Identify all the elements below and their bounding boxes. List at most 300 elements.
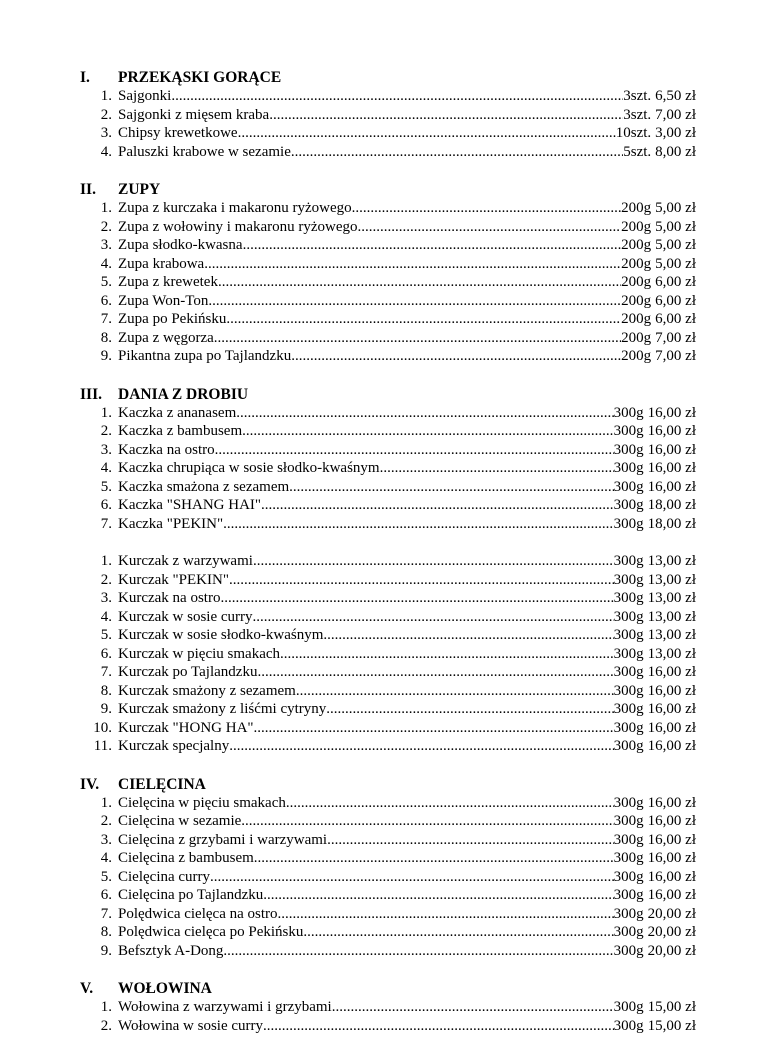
item-name: Paluszki krabowe w sezamie [118, 143, 291, 160]
item-name: Kurczak w sosie słodko-kwaśnym [118, 627, 324, 643]
menu-item [80, 496, 696, 515]
menu-section-dania-z-drobiu [80, 385, 696, 756]
dot-leader [238, 124, 616, 143]
item-name: Kurczak po Tajlandzku [118, 664, 258, 680]
item-price: 16,00 zł [647, 850, 696, 866]
dot-leader [263, 1017, 614, 1036]
item-quantity: 200g [621, 237, 652, 253]
menu-item [80, 236, 696, 255]
item-quantity: 300g [613, 701, 644, 717]
item-name: Wołowina z warzywami i grzybami [118, 999, 332, 1015]
dot-leader [229, 571, 614, 590]
item-name: Cielęcina z bambusem [118, 850, 254, 866]
item-number: 3. [100, 831, 112, 848]
menu-item-list [80, 552, 696, 756]
menu-item [80, 905, 696, 924]
item-quantity: 300g [613, 999, 644, 1015]
item-price: 16,00 zł [647, 404, 696, 421]
dot-leader [254, 719, 614, 738]
item-line [118, 515, 644, 534]
item-quantity: 300g [613, 813, 644, 829]
item-name: Sajgonki z mięsem kraba [118, 106, 270, 123]
menu-item [80, 923, 696, 942]
item-number: 4. [100, 608, 112, 625]
item-quantity: 300g [613, 627, 644, 643]
item-number: 4. [100, 850, 112, 866]
menu-item [80, 868, 696, 887]
menu-item [80, 478, 696, 497]
dot-leader [326, 700, 613, 719]
dot-leader [263, 886, 613, 905]
item-number: 5. [100, 274, 112, 290]
item-number: 7. [100, 664, 112, 680]
dot-leader [286, 794, 614, 813]
item-line [118, 737, 644, 756]
item-quantity: 300g [613, 664, 644, 680]
item-price: 20,00 zł [647, 924, 696, 940]
item-price: 16,00 zł [647, 738, 696, 754]
item-quantity: 3szt. [623, 106, 652, 123]
item-price: 5,00 zł [655, 255, 696, 272]
item-price: 13,00 zł [647, 608, 696, 625]
dot-leader [220, 589, 613, 608]
menu-item [80, 199, 696, 218]
item-quantity: 3szt. [623, 88, 652, 104]
dot-leader [380, 459, 614, 478]
item-line [118, 663, 644, 682]
item-line [118, 645, 644, 664]
item-price: 16,00 zł [647, 664, 696, 680]
dot-leader [332, 998, 614, 1017]
menu-item-list [80, 794, 696, 961]
section-title: ZUPY [118, 181, 161, 198]
item-number: 7. [100, 515, 112, 532]
dot-leader [289, 478, 614, 497]
item-line [118, 459, 644, 478]
item-line [118, 1017, 644, 1036]
dot-leader [323, 626, 613, 645]
item-price: 20,00 zł [647, 905, 696, 922]
item-number: 1. [100, 88, 112, 104]
item-price: 7,00 zł [655, 329, 696, 346]
item-name: Kurczak z warzywami [118, 553, 253, 569]
item-name: Cielęcina curry [118, 868, 211, 885]
item-number: 3. [100, 125, 112, 141]
menu-section-przekaski-gorace [80, 68, 696, 161]
item-name: Cielęcina z grzybami i warzywami [118, 831, 328, 848]
item-name: Kurczak na ostro [118, 590, 221, 606]
item-line [118, 868, 644, 887]
dot-leader [226, 310, 621, 329]
item-price: 15,00 zł [647, 1017, 696, 1034]
item-line [118, 310, 651, 329]
menu-item [80, 459, 696, 478]
item-line [118, 236, 651, 255]
item-name: Kaczka na ostro [118, 441, 215, 458]
item-name: Cielęcina w pięciu smakach [118, 794, 286, 811]
item-price: 16,00 zł [647, 831, 696, 848]
item-quantity: 300g [613, 738, 644, 754]
dot-leader [223, 515, 614, 534]
item-number: 1. [100, 200, 112, 216]
item-number: 10. [93, 719, 112, 736]
menu-section-zupy [80, 180, 696, 366]
item-quantity: 300g [613, 1017, 644, 1034]
item-price: 13,00 zł [647, 627, 696, 643]
item-name: Polędwica cielęca po Pekińsku [118, 924, 304, 940]
item-line [118, 218, 651, 237]
item-line [118, 571, 644, 590]
menu-item [80, 737, 696, 756]
menu-item [80, 719, 696, 738]
item-price: 6,00 zł [655, 292, 696, 309]
item-quantity: 300g [613, 719, 644, 736]
dot-leader [269, 106, 623, 125]
item-name: Zupa z wołowiny i makaronu ryżowego [118, 218, 358, 235]
item-number: 6. [100, 292, 112, 309]
menu-item [80, 589, 696, 608]
item-price: 16,00 zł [647, 813, 696, 829]
item-quantity: 300g [613, 942, 644, 959]
dot-leader [303, 923, 613, 942]
menu-item [80, 143, 696, 162]
menu-item-list [80, 199, 696, 366]
item-name: Wołowina w sosie curry [118, 1017, 264, 1034]
menu-item [80, 812, 696, 831]
item-quantity: 300g [613, 404, 644, 421]
item-quantity: 300g [613, 868, 644, 885]
item-number: 5. [100, 627, 112, 643]
item-number: 2. [100, 218, 112, 235]
item-quantity: 300g [613, 515, 644, 532]
menu-item [80, 292, 696, 311]
menu-item [80, 310, 696, 329]
menu-item [80, 329, 696, 348]
section-title: WOŁOWINA [118, 980, 212, 997]
item-name: Polędwica cielęca na ostro [118, 905, 278, 922]
item-quantity: 300g [613, 924, 644, 940]
dot-leader [358, 218, 622, 237]
section-title: PRZEKĄSKI GORĄCE [118, 69, 282, 86]
item-name: Befsztyk A-Dong [118, 942, 224, 959]
menu-item [80, 998, 696, 1017]
item-line [118, 292, 651, 311]
item-number: 7. [100, 905, 112, 922]
item-number: 8. [100, 329, 112, 346]
item-name: Kaczka smażona z sezamem [118, 478, 290, 495]
item-price: 13,00 zł [647, 645, 696, 662]
item-price: 20,00 zł [647, 942, 696, 959]
item-name: Pikantna zupa po Tajlandzku [118, 348, 292, 364]
item-price: 5,00 zł [655, 200, 696, 216]
section-numeral: I. [80, 69, 90, 86]
dot-leader [218, 273, 621, 292]
menu-item [80, 552, 696, 571]
item-line [118, 124, 651, 143]
item-line [118, 143, 651, 162]
section-numeral: V. [80, 980, 94, 997]
menu-document [80, 68, 696, 1054]
item-number: 1. [100, 794, 112, 811]
menu-item [80, 404, 696, 423]
item-quantity: 300g [613, 478, 644, 495]
section-heading [80, 180, 696, 199]
item-line [118, 794, 644, 813]
item-number: 1. [100, 404, 112, 421]
item-quantity: 200g [621, 329, 652, 346]
item-name: Kurczak w pięciu smakach [118, 645, 281, 662]
item-number: 4. [100, 143, 112, 160]
item-price: 15,00 zł [647, 999, 696, 1015]
item-line [118, 812, 644, 831]
dot-leader [327, 831, 614, 850]
item-name: Kaczka z ananasem [118, 404, 237, 421]
item-quantity: 300g [613, 497, 644, 513]
item-name: Kaczka z bambusem [118, 423, 243, 439]
menu-item [80, 124, 696, 143]
menu-item [80, 663, 696, 682]
menu-item [80, 700, 696, 719]
item-number: 2. [100, 423, 112, 439]
item-price: 13,00 zł [647, 590, 696, 606]
section-heading [80, 385, 696, 404]
item-price: 16,00 zł [647, 423, 696, 439]
item-price: 18,00 zł [647, 515, 696, 532]
dot-leader [352, 199, 622, 218]
menu-item [80, 422, 696, 441]
item-name: Cielęcina po Tajlandzku [118, 887, 264, 903]
section-heading [80, 68, 696, 87]
section-heading [80, 979, 696, 998]
item-line [118, 496, 644, 515]
menu-item [80, 255, 696, 274]
item-line [118, 589, 644, 608]
item-line [118, 255, 651, 274]
item-name: Kurczak specjalny [118, 738, 230, 754]
menu-item [80, 106, 696, 125]
item-name: Kurczak w sosie curry [118, 608, 253, 625]
menu-item [80, 794, 696, 813]
item-number: 3. [100, 441, 112, 458]
item-name: Zupa Won-Ton [118, 292, 209, 309]
item-quantity: 10szt. [615, 125, 652, 141]
dot-leader [215, 441, 614, 460]
item-name: Kurczak "PEKIN" [118, 571, 229, 588]
menu-item-list [80, 404, 696, 534]
item-quantity: 300g [613, 645, 644, 662]
item-number: 3. [100, 237, 112, 253]
item-number: 2. [100, 813, 112, 829]
menu-section-cielecina [80, 775, 696, 961]
item-line [118, 329, 651, 348]
dot-leader [223, 942, 613, 961]
item-price: 16,00 zł [647, 701, 696, 717]
item-number: 6. [100, 887, 112, 903]
item-name: Zupa krabowa [118, 255, 205, 272]
menu-item-list [80, 87, 696, 161]
item-name: Zupa z węgorza [118, 329, 214, 346]
item-line [118, 700, 644, 719]
item-price: 16,00 zł [647, 719, 696, 736]
item-price: 16,00 zł [647, 460, 696, 476]
item-line [118, 608, 644, 627]
item-price: 13,00 zł [647, 571, 696, 588]
menu-item [80, 626, 696, 645]
menu-item [80, 831, 696, 850]
item-line [118, 998, 644, 1017]
item-price: 16,00 zł [647, 478, 696, 495]
item-line [118, 849, 644, 868]
item-price: 7,00 zł [655, 348, 696, 364]
item-number: 6. [100, 497, 112, 513]
item-number: 8. [100, 924, 112, 940]
item-quantity: 300g [613, 441, 644, 458]
item-number: 4. [100, 255, 112, 272]
menu-item [80, 942, 696, 961]
menu-item [80, 87, 696, 106]
item-quantity: 300g [613, 460, 644, 476]
menu-item [80, 886, 696, 905]
dot-leader [210, 868, 614, 887]
item-quantity: 200g [621, 218, 652, 235]
menu-item [80, 347, 696, 366]
menu-item [80, 1017, 696, 1036]
item-line [118, 831, 644, 850]
item-name: Kurczak smażony z liśćmi cytryny [118, 701, 327, 717]
item-price: 16,00 zł [647, 887, 696, 903]
item-line [118, 886, 644, 905]
section-heading [80, 775, 696, 794]
item-quantity: 300g [613, 608, 644, 625]
item-number: 5. [100, 868, 112, 885]
dot-leader [261, 496, 614, 515]
item-number: 2. [100, 1017, 112, 1034]
item-quantity: 300g [613, 571, 644, 588]
menu-item-list [80, 998, 696, 1035]
item-quantity: 300g [613, 887, 644, 903]
item-quantity: 300g [613, 553, 644, 569]
item-line [118, 441, 644, 460]
item-line [118, 199, 651, 218]
item-name: Sajgonki [118, 88, 172, 104]
item-number: 2. [100, 571, 112, 588]
item-name: Zupa z kurczaka i makaronu ryżowego [118, 200, 352, 216]
item-quantity: 200g [621, 311, 652, 327]
dot-leader [254, 849, 614, 868]
item-number: 1. [100, 553, 112, 569]
dot-leader [204, 255, 621, 274]
item-name: Kurczak smażony z sezamem [118, 682, 296, 699]
item-quantity: 300g [613, 831, 644, 848]
item-line [118, 347, 651, 366]
item-number: 9. [100, 348, 112, 364]
item-line [118, 404, 644, 423]
item-line [118, 923, 644, 942]
dot-leader [243, 236, 622, 255]
dot-leader [291, 143, 623, 162]
item-quantity: 300g [613, 794, 644, 811]
dot-leader [242, 422, 614, 441]
section-title: DANIA Z DROBIU [118, 385, 249, 403]
item-quantity: 300g [613, 682, 644, 699]
item-number: 4. [100, 460, 112, 476]
item-quantity: 200g [621, 292, 652, 309]
menu-item [80, 571, 696, 590]
item-price: 6,00 zł [655, 274, 696, 290]
section-numeral: II. [80, 181, 96, 198]
item-price: 5,00 zł [655, 237, 696, 253]
item-price: 16,00 zł [647, 682, 696, 699]
item-quantity: 300g [613, 850, 644, 866]
item-line [118, 552, 644, 571]
menu-item [80, 645, 696, 664]
item-line [118, 719, 644, 738]
dot-leader [253, 608, 614, 627]
dot-leader [296, 682, 614, 701]
menu-item [80, 849, 696, 868]
section-title: CIELĘCINA [118, 775, 206, 793]
item-number: 5. [100, 478, 112, 495]
item-line [118, 682, 644, 701]
item-quantity: 300g [613, 905, 644, 922]
item-price: 18,00 zł [647, 497, 696, 513]
item-number: 1. [100, 999, 112, 1015]
item-quantity: 300g [613, 423, 644, 439]
item-name: Kurczak "HONG HA" [118, 719, 254, 736]
item-number: 6. [100, 645, 112, 662]
section-numeral: IV. [80, 775, 100, 793]
dot-leader [253, 552, 614, 571]
menu-item [80, 608, 696, 627]
item-quantity: 200g [621, 348, 652, 364]
item-number: 11. [93, 738, 112, 754]
item-name: Kaczka "PEKIN" [118, 515, 224, 532]
dot-leader [280, 645, 614, 664]
item-number: 9. [100, 701, 112, 717]
item-price: 13,00 zł [647, 553, 696, 569]
menu-item [80, 273, 696, 292]
item-price: 7,00 zł [655, 106, 696, 123]
item-price: 5,00 zł [655, 218, 696, 235]
item-line [118, 422, 644, 441]
dot-leader [241, 812, 613, 831]
item-price: 16,00 zł [647, 441, 696, 458]
dot-leader [171, 87, 623, 106]
item-line [118, 87, 651, 106]
item-name: Zupa słodko-kwasna [118, 237, 243, 253]
item-number: 3. [100, 590, 112, 606]
menu-item [80, 682, 696, 701]
item-number: 2. [100, 106, 112, 123]
item-line [118, 273, 651, 292]
dot-leader [229, 737, 613, 756]
item-price: 8,00 zł [655, 143, 696, 160]
dot-leader [291, 347, 621, 366]
item-price: 16,00 zł [647, 794, 696, 811]
dot-leader [236, 404, 613, 423]
item-name: Zupa po Pekińsku [118, 311, 227, 327]
item-price: 6,00 zł [655, 311, 696, 327]
item-name: Cielęcina w sezamie [118, 813, 242, 829]
dot-leader [214, 329, 621, 348]
dot-leader [278, 905, 614, 924]
section-numeral: III. [80, 385, 102, 403]
item-price: 6,50 zł [655, 88, 696, 104]
item-name: Kaczka "SHANG HAI" [118, 497, 262, 513]
item-line [118, 626, 644, 645]
menu-section-wolowina [80, 979, 696, 1035]
item-name: Chipsy krewetkowe [118, 125, 238, 141]
